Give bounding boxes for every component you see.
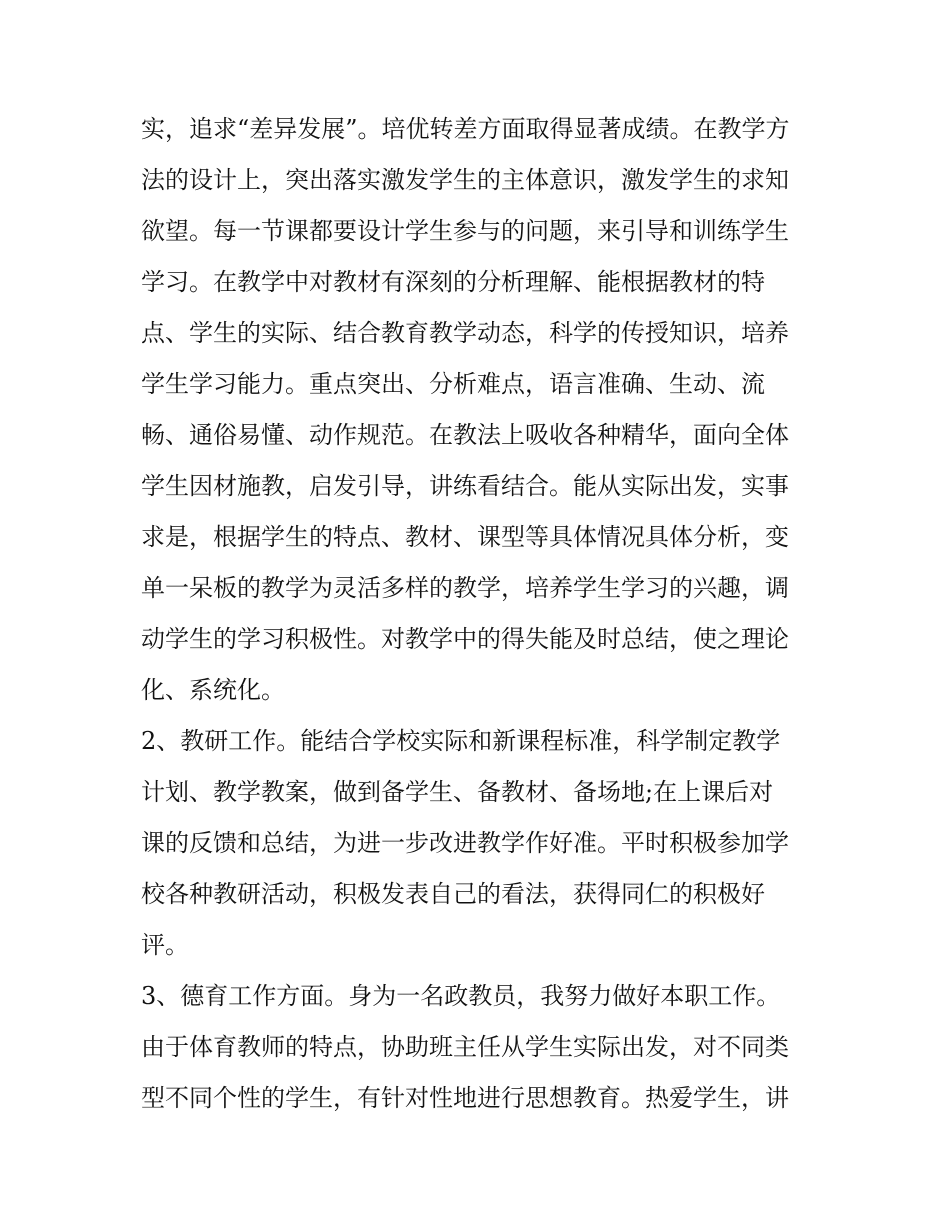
text-line: 学习。在教学中对教材有深刻的分析理解、能根据教材的特 [141, 268, 765, 296]
text-line: 欲望。每一节课都要设计学生参与的问题，来引导和训练学生 [141, 217, 789, 245]
text-line: 化、系统化。 [141, 676, 285, 704]
text-line: 求是，根据学生的特点、教材、课型等具体情况具体分析，变 [141, 523, 789, 551]
text-line: 校各种教研活动，积极发表自己的看法，获得同仁的积极好 [141, 880, 765, 908]
text-line: 2、教研工作。能结合学校实际和新课程标准，科学制定教学 [141, 727, 781, 755]
text-line: 单一呆板的教学为灵活多样的教学，培养学生学习的兴趣，调 [141, 574, 789, 602]
text-line: 课的反馈和总结，为进一步改进教学作好准。平时积极参加学 [141, 829, 789, 857]
text-line: 动学生的学习积极性。对教学中的得失能及时总结，使之理论 [141, 625, 789, 653]
text-line: 点、学生的实际、结合教育教学动态，科学的传授知识，培养 [141, 319, 789, 347]
text-line: 由于体育教师的特点，协助班主任从学生实际出发，对不同类 [141, 1033, 789, 1061]
text-line: 法的设计上，突出落实激发学生的主体意识，激发学生的求知 [141, 166, 789, 194]
text-line: 畅、通俗易懂、动作规范。在教法上吸收各种精华，面向全体 [141, 421, 789, 449]
text-line: 学生学习能力。重点突出、分析难点，语言准确、生动、流 [141, 370, 765, 398]
text-line: 3、德育工作方面。身为一名政教员，我努力做好本职工作。 [141, 982, 781, 1010]
text-line: 型不同个性的学生，有针对性地进行思想教育。热爱学生，讲 [141, 1084, 789, 1112]
document-body [141, 104, 821, 1124]
text-line: 计划、教学教案，做到备学生、备教材、备场地;在上课后对 [141, 778, 774, 806]
text-line: 评。 [141, 931, 189, 959]
text-line: 实，追求“差异发展”。培优转差方面取得显著成绩。在教学方 [141, 115, 790, 143]
text-line: 学生因材施教，启发引导，讲练看结合。能从实际出发，实事 [141, 472, 789, 500]
